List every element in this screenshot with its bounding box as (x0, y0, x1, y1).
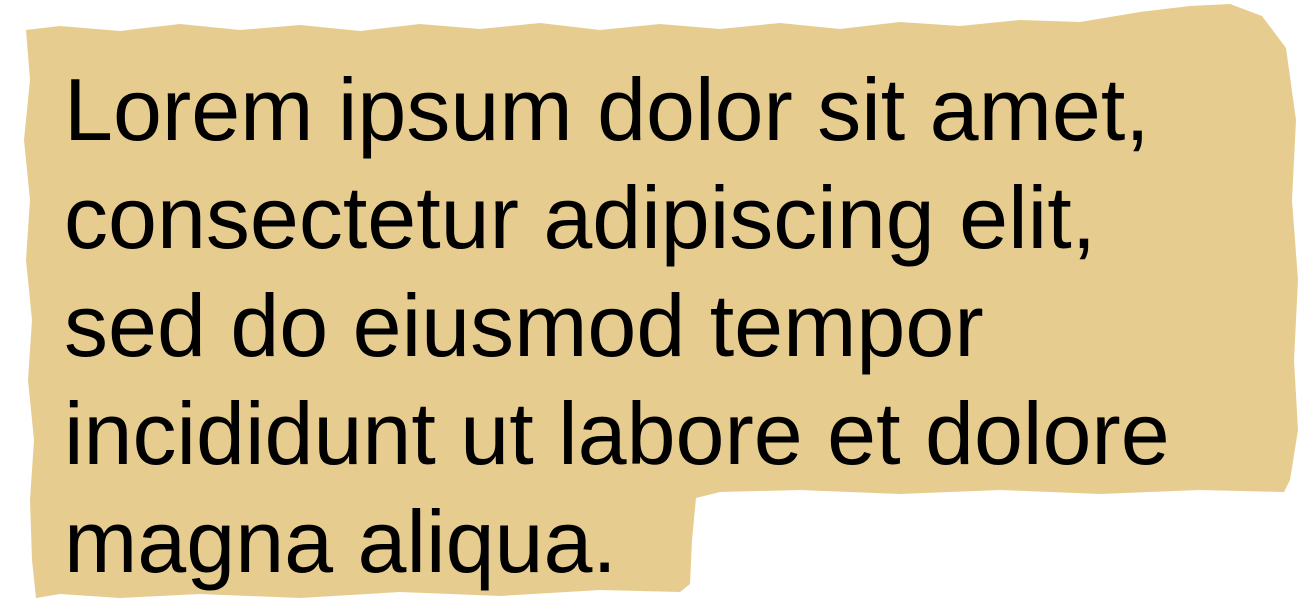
paragraph-line: incididunt ut labore et dolore (64, 384, 1170, 483)
lorem-ipsum-paragraph (64, 56, 1170, 596)
paragraph-line: magna aliqua. (64, 492, 617, 591)
paragraph-line: Lorem ipsum dolor sit amet, (64, 60, 1150, 159)
paragraph-line: sed do eiusmod tempor (64, 276, 984, 375)
paragraph-line: consectetur adipiscing elit, (64, 168, 1097, 267)
